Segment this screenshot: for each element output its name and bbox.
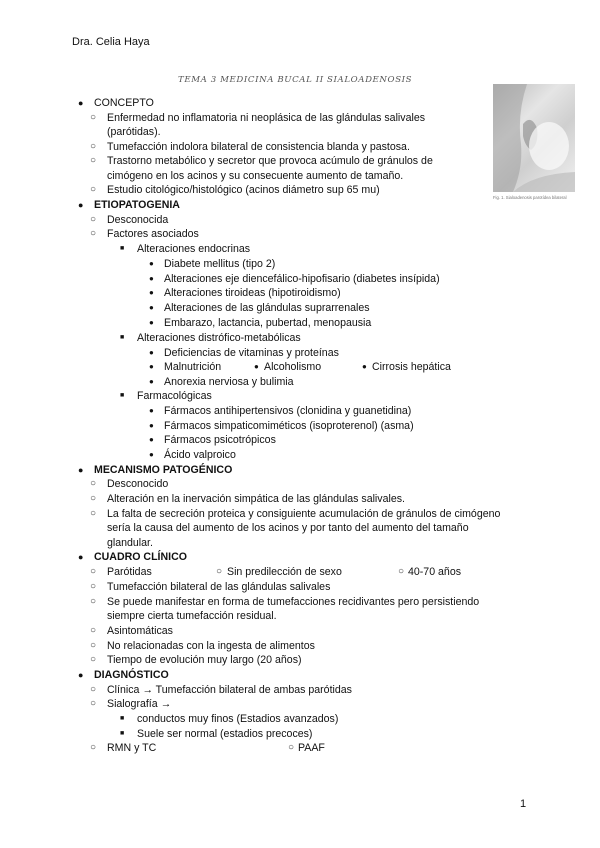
bullet: ○: [90, 214, 97, 225]
bullet: ●: [149, 362, 154, 371]
list-item-text: glandular.: [107, 537, 153, 549]
list-item-text: Tiempo de evolución muy largo (20 años): [107, 654, 302, 666]
list-item-text: Malnutrición: [164, 361, 222, 373]
list-item-text: La falta de secreción proteica y consiguiente acumulación de gránulos de cimógeno: [107, 508, 501, 520]
list-item-text: Factores asociados: [107, 228, 199, 240]
list-item-text: Alteraciones tiroideas (hipotiroidismo): [164, 287, 341, 299]
bullet: ○: [90, 684, 97, 695]
bullet: ●: [149, 274, 154, 283]
list-item-text: conductos muy finos (Estadios avanzados): [137, 713, 339, 725]
bullet: ○: [90, 654, 97, 665]
list-item-text: Suele ser normal (estadios precoces): [137, 728, 313, 740]
list-item-text: RMN y TC: [107, 742, 157, 754]
list-item-text: 40-70 años: [408, 566, 462, 578]
bullet: ●: [254, 362, 259, 371]
bullet: ○: [288, 742, 295, 753]
bullet: ○: [90, 141, 97, 152]
list-item-text: Trastorno metabólico y secretor que provoca acúmulo de gránulos de: [107, 155, 433, 167]
bullet: ●: [149, 288, 154, 297]
bullet: ○: [90, 742, 97, 753]
heading-concepto: CONCEPTO: [94, 97, 154, 109]
bullet: ○: [90, 625, 97, 636]
bullet: ○: [90, 640, 97, 651]
bullet: ○: [90, 155, 97, 166]
bullet: ■: [120, 715, 125, 722]
bullet: ●: [362, 362, 367, 371]
list-item-text: Asintomáticas: [107, 625, 173, 637]
list-item-text: (parótidas).: [107, 126, 161, 138]
bullet: ●: [78, 552, 84, 562]
heading-cuadro-clinico: CUADRO CLÍNICO: [94, 551, 187, 563]
list-item-text: Deficiencias de vitaminas y proteínas: [164, 347, 339, 359]
figure-caption: Fig. 1. Sialoadenosis parotídea bilateral: [493, 195, 567, 200]
list-item-text: PAAF: [298, 742, 325, 754]
bullet: ●: [78, 98, 84, 108]
list-item-text: Desconocido: [107, 478, 169, 490]
bullet: ○: [90, 566, 97, 577]
bullet: ○: [90, 228, 97, 239]
bullet: ●: [149, 406, 154, 415]
list-item-text: Alteraciones de las glándulas suprarrenales: [164, 302, 370, 314]
heading-mecanismo: MECANISMO PATOGÉNICO: [94, 464, 233, 476]
bullet: ○: [398, 566, 405, 577]
list-item-text: siempre cierta tumefacción residual.: [107, 610, 277, 622]
list-item-text: Alcoholismo: [264, 361, 322, 373]
bullet: ●: [78, 465, 84, 475]
list-item-text: Sialografía →: [107, 698, 172, 710]
list-item-text: Desconocida: [107, 214, 169, 226]
heading-etiopatogenia: ETIOPATOGENIA: [94, 199, 180, 211]
patient-photo: [493, 84, 575, 192]
list-item-text: sería la causa del aumento de los acinos y por tanto del aumento del tamaño: [107, 522, 469, 534]
bullet: ●: [149, 450, 154, 459]
list-item-text: Fármacos psicotrópicos: [164, 434, 276, 446]
list-item-text: Alteraciones eje diencefálico-hipofisario (diabetes insípida): [164, 273, 440, 285]
page-number: 1: [520, 798, 527, 810]
list-item-text: Cirrosis hepática: [372, 361, 451, 373]
bullet: ○: [90, 478, 97, 489]
list-item-text: Sin predilección de sexo: [227, 566, 342, 578]
list-item-text: Ácido valproico: [164, 449, 236, 461]
bullet: ○: [90, 493, 97, 504]
list-item-text: Farmacológicas: [137, 390, 212, 402]
bullet: ●: [149, 318, 154, 327]
list-item-text: Clínica → Tumefacción bilateral de ambas parótidas: [107, 684, 352, 696]
list-item-text: Diabete mellitus (tipo 2): [164, 258, 276, 270]
list-item-text: Alteraciones endocrinas: [137, 243, 251, 255]
bullet: ●: [149, 348, 154, 357]
bullet: ○: [90, 596, 97, 607]
list-item-text: Tumefacción bilateral de las glándulas salivales: [107, 581, 331, 593]
list-item-text: Alteración en la inervación simpática de las glándulas salivales.: [107, 493, 405, 505]
bullet: ■: [120, 245, 125, 252]
bullet: ○: [90, 581, 97, 592]
bullet: ○: [216, 566, 223, 577]
bullet: ○: [90, 508, 97, 519]
list-item-text: Fármacos simpaticomiméticos (isoproterenol) (asma): [164, 420, 414, 432]
bullet: ○: [90, 184, 97, 195]
list-item-text: Parótidas: [107, 566, 152, 578]
heading-diagnostico: DIAGNÓSTICO: [94, 669, 169, 681]
bullet: ●: [149, 377, 154, 386]
bullet: ●: [78, 670, 84, 680]
bullet: ●: [149, 303, 154, 312]
bullet: ●: [78, 200, 84, 210]
list-item-text: Se puede manifestar en forma de tumefacciones recidivantes pero persistiendo: [107, 596, 480, 608]
list-item-text: Estudio citológico/histológico (acinos diámetro sup 65 mu): [107, 184, 380, 196]
list-item-text: Tumefacción indolora bilateral de consistencia blanda y pastosa.: [107, 141, 410, 153]
page-title: TEMA 3 MEDICINA BUCAL II SIALOADENOSIS: [178, 75, 413, 85]
list-item-text: No relacionadas con la ingesta de alimentos: [107, 640, 315, 652]
bullet: ●: [149, 259, 154, 268]
list-item-text: Alteraciones distrófico-metabólicas: [137, 332, 301, 344]
list-item-text: cimógeno en los acinos y su consecuente aumento de tamaño.: [107, 170, 404, 182]
bullet: ■: [120, 730, 125, 737]
bullet: ■: [120, 334, 125, 341]
list-item-text: Enfermedad no inflamatoria ni neoplásica de las glándulas salivales: [107, 112, 426, 124]
bullet: ■: [120, 392, 125, 399]
list-item-text: Anorexia nerviosa y bulimia: [164, 376, 294, 388]
list-item-text: Fármacos antihipertensivos (clonidina y guanetidina): [164, 405, 412, 417]
bullet: ●: [149, 435, 154, 444]
list-item-text: Embarazo, lactancia, pubertad, menopausia: [164, 317, 372, 329]
bullet: ●: [149, 421, 154, 430]
bullet: ○: [90, 112, 97, 123]
author-header: Dra. Celia Haya: [72, 36, 150, 48]
bullet: ○: [90, 698, 97, 709]
